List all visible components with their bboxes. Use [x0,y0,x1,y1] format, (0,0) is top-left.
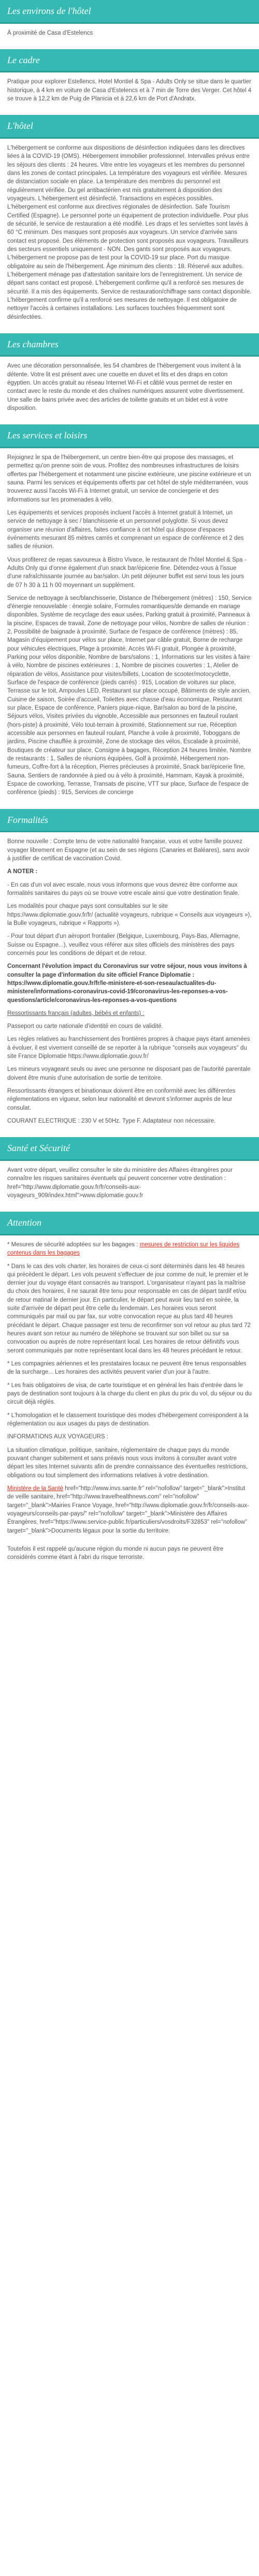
hotel-paragraph: L'hébergement se conforme aux dispositions de désinfection indiquées dans les directives liées à la COVID-19 (OMS). Hébergement immobilier professionnel. Intervalles prévus entre les séjours des clients : 24 heures. Vitre entre les voyageurs et les membres du personnel dans les zones de contact principales. La température des voyageurs est vérifiée. Mesures de distanciation sociale en place. La température des membres du personnel est régulièrement vérifiée. Du gel antibactérien est mis gratuitement à disposition des voyageurs. L'hébergement est désinfecté. Transactions en espèces possibles. L'hébergement est conforme aux directives régionales de désinfection. Safe Tourism Certified (Espagne). Le personnel porte un équipement de protection individuelle. Pour plus de sécurité, le service de restauration a été modifié. Les draps et les serviettes sont lavés à 60 °C minimum. Des masques sont proposés aux voyageurs. Un service d'arrivée sans contact est proposé. Des éléments de protection sont proposés aux voyageurs. Travailleurs des secteurs essentiels uniquement - NON. Des gants sont proposés aux voyageurs. L'hébergement ne propose pas de test pour la COVID-19 sur place. Port du masque obligatoire au sein de l'hébergement. Âge minimum des clients : 18. Réservé aux adultes. L'hébergement ménage pas d'attestation sanitaire lors de l'enregistrement. Un service de départ sans contact est proposé. L'hébergement confirme qu'il a renforcé ses mesures de sécurité. Il a mis des équipements. Service de restauration/chiffrage sans contact disponible. L'hébergement confirme qu'il a renforcé ses mesures de nettoyage. Il est obligatoire de nettoyer l'accès à certaines installations. Les surfaces touchées fréquemment sont désinfectées. [7,144,252,320]
attention-paragraph-4: * Les frais obligatoires de visa, de carte touristique et en général les frais d'entrée dans le pays de destination sont toujours à la charge du client en plus du prix du vol, du séjour ou du circuit déjà réglés. [7,1382,252,1406]
attention-paragraph-1 [7,1241,252,1258]
attention-heading: Attention [0,1212,259,1235]
section-formalites [0,809,259,1138]
liquids-restriction-link[interactable]: mesures de restriction sur les liquides contenus dans les bagages [7,1241,240,1257]
section-environs [0,0,259,49]
formalites-paragraph-3: - En cas d'un vol avec escale, nous vous informons que vous devrez être conforme aux formalités sanitaires du pays où se trouve votre escale ainsi que votre destination finale. [7,881,240,896]
formalites-paragraph-10: Les mineurs voyageant seuls ou avec une personne ne disposant pas de l'autorité parentale doivent être munis d'une autorisation de sortie de territoire. [7,1066,251,1081]
formalites-heading: Formalités [0,809,259,833]
formalites-paragraph-1: Bonne nouvelle : Compte tenu de votre nationalité française, vous et votre famille pouvez voyager librement en Espagne (et au sein de ses régions (Canaries et Baléares), sans avoir à justifier de certificat de vaccination Covid. [7,838,250,862]
services-heading: Les services et loisirs [0,424,259,448]
formalites-paragraph-11: Ressortissants étrangers et binationaux doivent être en conformité avec les différentes réglementations en vigueur, selon leur nationalité et devront s'informer auprès de leur consulat. [7,1088,236,1111]
section-hotel [0,115,259,333]
cadre-text: Pratique pour explorer Estellencs, Hotel Montiel & Spa - Adults Only se situe dans le quartier historique, à 4 km en voiture de Casa d'Estelencs et à 7 min de Torre des Verger. Cet hôtel 4 se trouve à 12,2 km de Puig de Planicia et à 22,6 km de Port d'Andratx. [7,79,252,102]
chambres-text: Avec une décoration personnalisée, les 54 chambres de l'hébergement vous invitent à la détente. Votre lit est présent avec une couette en duvet et lits et des draps en coton égyptien. Un accès gratuit au réseau Internet Wi-Fi et câblé vous permet de rester en contact avec le reste du monde et des chaînes numériques assurent votre divertissement. Une salle de bains privée avec des articles de toilette gratuits et un bidet est à votre disposition. [7,363,244,412]
sante-paragraph: Avant votre départ, veuillez consulter le site du ministère des Affaires étrangères pour connaître les risques sanitaires éventuels qui peuvent concerner votre destination : href="http://www.diplomatie.gouv.fr/fr/conseils-aux-voyageurs_909/index.html">www.diplomatie.gouv.fr [7,1167,233,1199]
section-chambres [0,333,259,425]
section-sante [0,1137,259,1212]
attention-paragraph-8 [7,1484,252,1535]
formalites-paragraph-8: Passeport ou carte nationale d'identité en cours de validité. [7,1023,163,1030]
formalites-covid-info: Concernant l'évolution impact du Coronavirus sur votre séjour, nous vous invitons à consulter la page d'information du site officiel France Diplomatie : https://www.diplomatie.gouv.fr/fr/le-ministere-et-son-reseau/actualites-du-ministere/informations-coronavirus-covid-19/coronavirus-les-reponses-a-vos-questions/article/coronavirus-les-reponses-a-vos-questions [7,963,247,1004]
formalites-paragraph-5: - Pour tout départ d'un aéroport frontalier (Belgique, Luxembourg, Pays-Bas, Allemagne, Suisse ou Espagne...), veuillez vous référer aux sites officiels des ministères des pays concernés pour les conditions de départ et de retour. [7,933,240,956]
services-paragraph-3: Vous profiterez de repas savoureux à Bistro Vivace, le restaurant de l'hôtel Montiel & Spa - Adults Only qui d'onne également d'un snack bar/épicerie fine. Détendez-vous à l'issue d'une rafraîchissante journée au bar/salon. Un petit déjeuner buffet est servi tous les jours de 07 h 30 à 11 h 00 moyennant un supplément. [7,556,247,588]
formalites-paragraph-9: Les règles relatives au franchissement des frontières propres à chaque pays étant amenées à évoluer, il est vivement conseillé de se reporter à la rubrique "conseils aux voyageurs" du site France Diplomatie https://www.diplomatie.gouv.fr/ [7,1036,250,1060]
hotel-heading: L'hôtel [0,115,259,139]
attention-paragraph-2: * Dans le cas des vols charter, les horaires de ceux-ci sont déterminés dans les 48 heures qui précèdent le départ. Les vols peuvent s'effectuer de jour comme de nuit, le premier et le dernier jour du voyage étant consacrés au transport. L'organisateur n'ayant pas la maîtrise du choix des horaires, il ne saurait être tenu pour responsable en cas de départ tardif et/ou de retour matinal le dernier jour. En particulier, le départ peut avoir lieu tard en soirée, la suite d'arrivée de départ peut être celle du lendemain. Les horaires vous seront communiqués par mail ou par fax, sur votre convocation reçue au plus tard 48 heures précédant le départ. Chaque passager est tenu de reconfirmer son vol retour au plus tard 72 heures avant son retour au numéro de téléphone se trouvant sur son billet ou sur sa convocation ou auprès de notre représentant local. Les horaires de retour définitifs vous seront communiqués par notre représentant local dans les 48 heures précédant le retour. [7,1263,251,1354]
formalites-note-label: A NOTER : [7,869,38,875]
environs-subtitle: À proximité de Casa d'Estelencs [7,30,93,36]
formalites-nationals-heading: Ressortissants français (adultes, bébés et enfants) : [7,1010,145,1017]
attention-bagages-prefix: * Mesures de sécurité adoptées sur les bagages : [7,1241,140,1248]
attention-info-heading: INFORMATIONS AUX VOYAGEURS : [7,1434,109,1440]
attention-paragraph-3: * Les compagnies aériennes et les prestataires locaux ne peuvent être tenus responsables de la surcharge... Les horaires des activités peuvent varier d'un jour à l'autre. [7,1361,247,1376]
ministere-sante-link[interactable]: Ministère de la Santé [7,1485,64,1492]
environs-heading: Les environs de l'hôtel [0,0,259,24]
services-paragraph-2: Les équipements et services proposés incluent l'accès à Internet gratuit à Internet, un service de nettoyage à sec / blanchisserie et un personnel polyglotte. Si vous devez organiser une réunion d'affaires, faites confiance à cet hôtel qui dispose d'espaces événements mesurant 85 mètres carrés et comprenant un espace de conférence et 2 des salles de réunion. [7,509,244,550]
section-cadre [0,49,259,115]
services-paragraph-4: Service de nettoyage à sec/blanchisserie, Distance de l'hébergement (mètres) : 150, Service d'énergie renouvelable : énergie solaire, Formules romantiques/de demande en mariage disponibles, Système de recyclage des eaux usées, Parking gratuit à proximité, Panneaux à la piscine, Espaces de travail, Zone de nettoyage pour vélos, Nombre de salles de réunion : 2, Possibilité de baignade à proximité, Surface de l'espace de conférence (mètres) : 85, Magasin d'équipement pour vélos sur place, Internet par câble gratuit, Borne de recharge pour véhicules électriques, Plage à proximité, Accès Wi-Fi gratuit, Plongée à proximité, Parking pour vélos disponible, Nombre de bars/salons : 1, Informations sur les visites à faire à vélo, Nombre de piscines extérieures : 1, Nombre de piscines couvertes : 1, Atelier de réparation de vélos, Assistance pour visites/billets, Location de scooter/motocyclette, Surface de l'espace de conférence (pieds carrés) : 915, Location de voitures sur place, Terrasse sur le toit, Ampoules LED, Restaurant sur place occupé, Bâtiments de style ancien, Cuisine de saison, Soirée d'accueil, Toilettes avec chasse d'eau économique, Restaurant sur place, Espace de conférence, Paniers pique-nique, Bar/salon au bord de la piscine, Séjours vélos, Visites privées du vignoble, Accessible aux personnes en fauteuil roulant (hors-piste) à proximité, Vélo tout-terrain à proximité, Stationnement sur rue, Réception accessible aux personnes en fauteuil roulant, Planche à voile à proximité, Toboggans de jardins, Piscine chauffée à proximité, Zone de stockage des vélos, Escalade à proximité, Boutiques de créateur sur place, Consigne à bagages, Réception 24 heures limitée, Nombre de restaurants : 1, Salles de réunions équipées, Golf à proximité, Hébergement non-fumeurs, Coffre-fort à la réception, Pierres précieuses à proximité, Snack bar/épicerie fine, Sauna, Sentiers de randonnée à pied ou à vélo à proximité, Hammam, Kayak à proximité, Espace de coworking, Terrasse, Transats de piscine, VTT sur place, Surface de l'espace de conférence (pieds) : 915, Services de concierge [7,595,252,796]
attention-paragraph-5: * L'homologation et le classement touristique des modes d'hébergement correspondent à la réglementation ou aux usages du pays de destination. [7,1412,249,1427]
formalites-electric: COURANT ELECTRIQUE : 230 V et 50Hz. Type F. Adaptateur non nécessaire. [7,1118,216,1125]
formalites-paragraph-4: Les modalités pour chaque pays sont consultables sur le site https://www.diplomatie.gouv.fr/fr/ (actualité voyageurs, rubrique « Conseils aux voyageurs »), la Bulle voyageurs, rubrique « Rapports »). [7,903,252,926]
attention-links-text: href="http://www.invs.sante.fr" rel="nofollow" target="_blank">Institut de veille sanitaire, href="http://www.travelhealthnews.com" rel="nofollow" target="_blank">Mairies France Voyage, href="http://www.diplomatie.gouv.fr/fr/conseils-aux-voyageurs/conseils-par-pays/" rel="nofollow" target="_blank">Ministère des Affaires Étrangères, href="https://www.service-public.fr/particuliers/vosdroits/F32853" rel="nofollow" target="_blank">Documents légaux pour la sortie du territoire. [7,1485,249,1534]
section-services [0,424,259,808]
chambres-heading: Les chambres [0,333,259,357]
section-attention [0,1212,259,1573]
services-paragraph-1: Rejoignez le spa de l'hébergement, un centre bien-être qui propose des massages, et permettez qu'on prenne soin de vous. Profitez des nombreuses infrastructures de loisirs offertes par l'hébergement et notamment une piscine extérieure, une piscine extérieure et un sauna. Parmi les services et équipements offerts par cet hôtel de style méditerranéen, vous trouverez aussi l'accès Wi-Fi à Internet gratuit, un service de conciergerie et des informations sur les promenades à vélo. [7,454,251,503]
sante-heading: Santé et Sécurité [0,1137,259,1161]
cadre-heading: Le cadre [0,49,259,73]
attention-paragraph-9: Toutefois il est rappelé qu'aucune région du monde ni aucun pays ne peuvent être considérés comme étant à l'abri du risque terroriste. [7,1546,224,1561]
attention-paragraph-7: La situation climatique, politique, sanitaire, réglementaire de chaque pays du monde pouvant changer subitement et sans préavis nous vous invitons à consulter avant votre départ les sites Internet suivants afin de prendre connaissance des éventuelles restrictions, obligations ou tout simplement des informations relatives à votre destination. [7,1447,248,1479]
